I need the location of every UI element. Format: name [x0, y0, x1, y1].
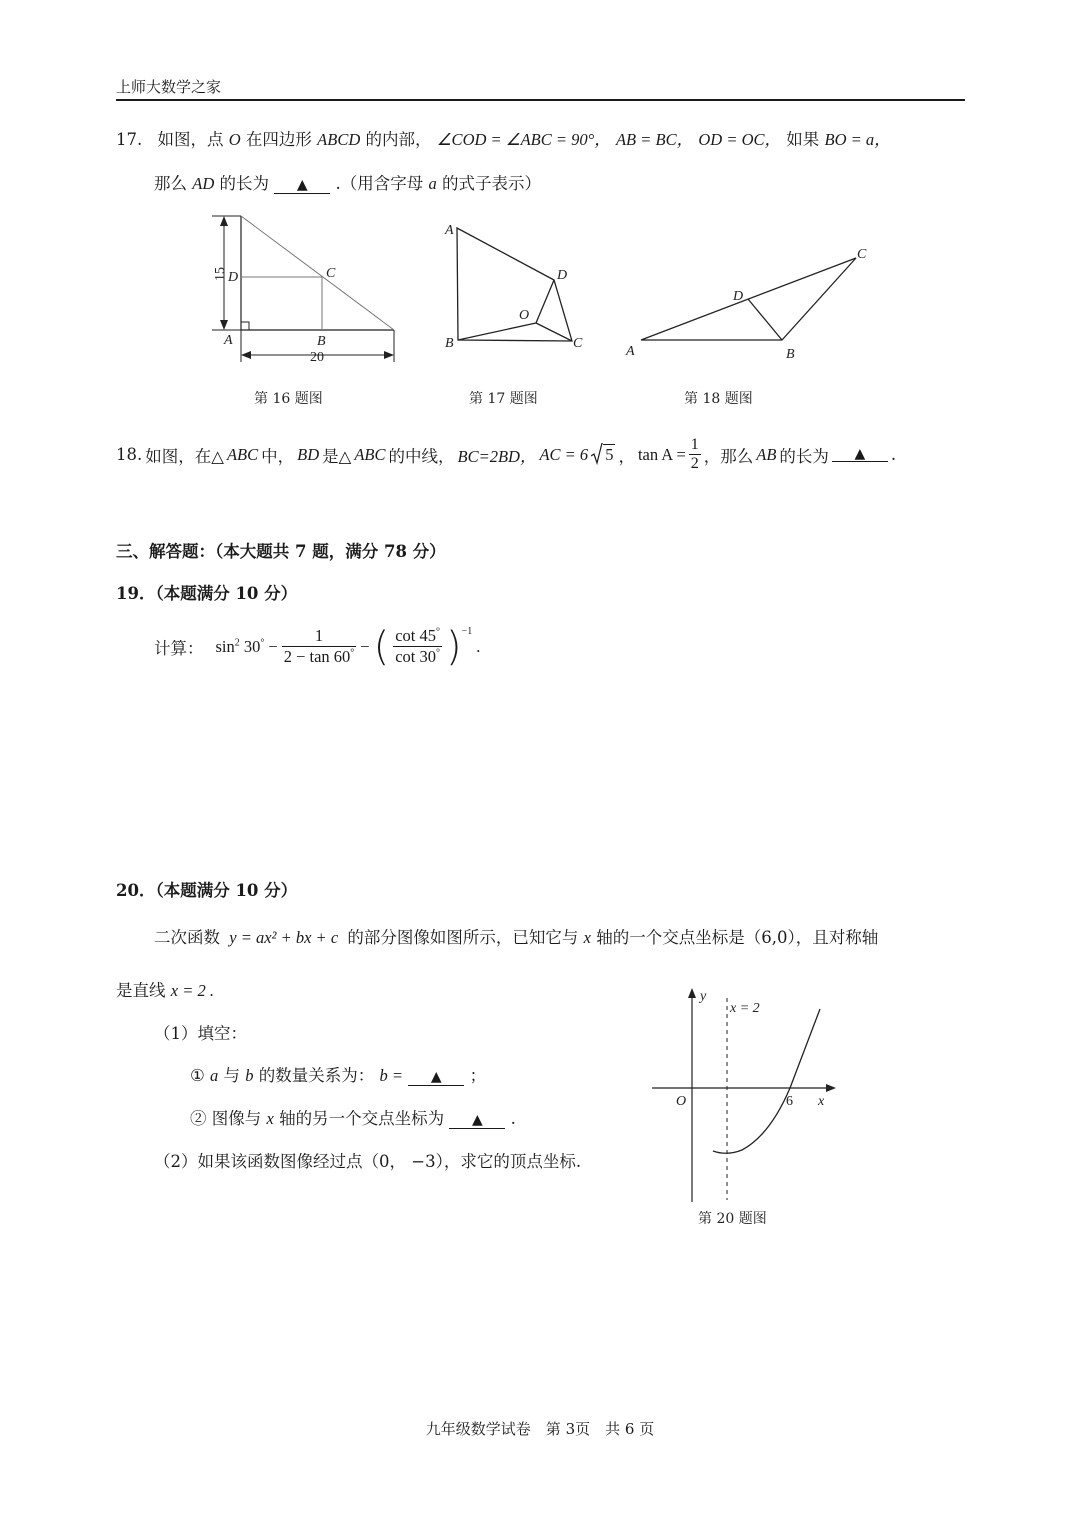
q19-deg: ° [436, 647, 441, 659]
fig17-od [536, 280, 554, 323]
q20-title: 20．（本题满分 10 分） [116, 881, 298, 900]
q20-text: ； [469, 1066, 487, 1085]
q19-label: 计算： [154, 638, 204, 658]
q19-term1 [216, 637, 265, 657]
header-rule [116, 99, 965, 101]
q19-fraction-1 [282, 626, 357, 667]
q20-axis-eq: x = 2 . [170, 981, 214, 1000]
fig16-label-b: B [317, 334, 326, 349]
q20-text: 是直线 [116, 981, 166, 1000]
q17-line2 [154, 170, 541, 194]
q17-text: .（用含字母 [335, 174, 424, 193]
page-header-title: 上师大数学之家 [116, 78, 222, 96]
q19-sin-exp: 2 [234, 637, 240, 648]
q19-frac1-num: 1 [282, 626, 357, 647]
q20-item2-answer-blank: ▲ [449, 1113, 505, 1129]
q17-text: 如果 [786, 130, 820, 149]
fig20-labels [676, 989, 825, 1109]
q17-answer-blank: ▲ [274, 178, 330, 194]
q18-condition-ac: AC = 6 [539, 444, 589, 464]
fig17-oc [536, 323, 572, 341]
q20-line2 [116, 977, 214, 1001]
q18-answer-blank: ▲ [832, 447, 888, 463]
figures-row [0, 200, 1080, 420]
q19-frac1-den-text: 2 − tan 60 [283, 647, 351, 666]
fig20-label-axis: x = 2 [730, 1001, 760, 1016]
q20-part1: （1）填空： [154, 1024, 247, 1043]
q18-text: 是△ [322, 446, 352, 466]
q18-frac-num: 1 [690, 436, 699, 453]
q19-deg: ° [350, 647, 355, 659]
q18-frac-den: 2 [690, 455, 699, 472]
q17-number: 17. [116, 130, 143, 149]
fig20-label-y: y [700, 989, 707, 1004]
q19-minus: − [268, 636, 278, 656]
q20-item2 [190, 1105, 516, 1129]
q18-var-bd: BD [297, 444, 320, 464]
fig20-caption: 第 20 题图 [698, 1211, 767, 1227]
q20-text: 与 [223, 1066, 241, 1085]
q17-condition: ∠COD = ∠ABC = 90°， [436, 130, 611, 149]
q17-condition: BO = a， [824, 130, 891, 149]
q20-text: 的部分图像如图所示，已知它与 [347, 928, 579, 947]
q18-number: 18. [116, 445, 143, 464]
figure-17-labels [444, 223, 583, 351]
figure-16 [212, 216, 394, 362]
fig16-label-width: 20 [310, 350, 324, 365]
q18-text: 的中线， [388, 446, 455, 466]
sqrt-sign-icon [591, 443, 603, 465]
fig16-arrow-down [220, 320, 228, 330]
fig16-hypotenuse [241, 216, 394, 330]
q19-sin: sin [215, 636, 235, 656]
q20-item2-num: ② [190, 1109, 207, 1128]
fig20-label-x: x [818, 1094, 825, 1109]
q17-condition: OD = OC， [698, 130, 781, 149]
q20-var-b: b [245, 1066, 254, 1085]
fig18-label-b: B [786, 347, 795, 362]
q20-text: 二次函数 [154, 928, 220, 947]
q19-frac1-den [282, 647, 357, 667]
q18-text: ， [618, 446, 635, 466]
q17-var-o: O [228, 130, 241, 149]
fig17-label-d: D [557, 268, 568, 283]
q19-frac2-den-text: cot 30 [395, 647, 437, 666]
fig18-label-d: D [733, 289, 744, 304]
fig18-bd [748, 299, 782, 340]
q17-text: 的长为 [219, 174, 269, 193]
q18-var-ab: AB [756, 444, 777, 464]
fig17-bo [458, 323, 536, 340]
fig17-caption: 第 17 题图 [469, 391, 538, 407]
fig20-parabola [713, 1009, 820, 1153]
q20-formula: y = ax² + bx + c [229, 928, 339, 947]
figure-18 [641, 258, 856, 340]
q19-minus: − [360, 636, 370, 656]
fig16-arrow-left [241, 351, 251, 359]
fig18-label-c: C [857, 247, 867, 262]
fig16-label-a: A [224, 333, 233, 348]
fig17-label-c: C [573, 336, 583, 351]
q20-text: 轴的一个交点坐标是（6,0），且对称轴 [596, 928, 879, 947]
q20-item1 [190, 1062, 486, 1086]
q17-condition: AB = BC， [615, 130, 694, 149]
section3-title: 三、解答题：（本大题共 7 题，满分 78 分） [116, 542, 446, 561]
fig16-label-c: C [326, 266, 336, 281]
q17-text: 的内部， [365, 130, 432, 149]
figure-18-labels [625, 247, 867, 362]
q20-text: . [510, 1109, 516, 1128]
q17-text: 那么 [154, 174, 187, 193]
q20-line1 [154, 924, 878, 948]
q20-var-x: x [583, 928, 591, 947]
q18-fraction [689, 436, 701, 473]
q18-tan: tan A = [637, 444, 686, 464]
page-footer: 九年级数学试卷 第 3页 共 6 页 [425, 1420, 655, 1438]
q17-text: 的式子表示） [442, 174, 541, 193]
fig16-arrow-up [220, 216, 228, 226]
fig18-label-a: A [626, 344, 635, 359]
q18-line [116, 436, 896, 473]
fig20-x-arrow [826, 1084, 836, 1092]
q18-sqrt [591, 445, 615, 465]
q20-text: 图像与 [211, 1109, 262, 1128]
q20-text: 的数量关系为： [258, 1066, 375, 1085]
q18-text: ，那么 [703, 446, 754, 466]
figure-20-graph [640, 980, 860, 1240]
fig17-label-o: O [519, 308, 530, 323]
q18-sqrt-value: 5 [605, 444, 614, 464]
q17-text: 在四边形 [245, 130, 312, 149]
q19-frac2-den [393, 647, 442, 667]
fig16-arrow-right [384, 351, 394, 359]
q18-text: 如图，在△ [145, 446, 224, 466]
fig17-label-b: B [445, 336, 454, 351]
fig20-y-arrow [688, 988, 696, 998]
q19-frac2-num [393, 626, 442, 647]
q18-var-abc: ABC [354, 444, 386, 464]
q17-line1 [116, 126, 891, 150]
q20-b-eq: b = [379, 1066, 404, 1085]
fig17-label-a: A [445, 223, 454, 238]
q17-var-abcd: ABCD [317, 130, 361, 149]
figure-17 [457, 228, 572, 341]
q19-paren-right: ) [446, 623, 462, 670]
q17-text: 如图，点 [157, 130, 224, 149]
q19-expression [154, 623, 481, 670]
fig17-quadrilateral [457, 228, 572, 341]
fig16-right-angle [241, 322, 249, 330]
figure-16-labels [213, 266, 336, 365]
fig20-label-six: 6 [786, 1094, 793, 1109]
q19-angle: 30 [243, 636, 261, 656]
fig16-label-d: D [228, 270, 239, 285]
q18-text: 中， [261, 446, 295, 466]
q17-var-a: a [428, 174, 437, 193]
q18-condition: BC=2BD， [457, 446, 537, 466]
q17-var-ad: AD [192, 174, 215, 193]
q18-var-abc: ABC [226, 444, 259, 464]
fig16-caption: 第 16 题图 [254, 391, 323, 407]
q19-frac2-num-text: cot 45 [395, 626, 437, 645]
q19-end: . [476, 636, 481, 656]
q20-text: 轴的另一个交点坐标为 [279, 1109, 445, 1128]
q20-var-x: x [266, 1109, 274, 1128]
q19-title: 19．（本题满分 10 分） [116, 584, 298, 603]
q19-deg: ° [260, 637, 265, 648]
q18-text: 的长为 [779, 446, 829, 466]
q19-fraction-2 [393, 626, 442, 667]
q20-part2: （2）如果该函数图像经过点（0， −3），求它的顶点坐标. [154, 1152, 582, 1171]
q18-text: . [890, 445, 897, 464]
q20-var-a: a [210, 1066, 219, 1085]
q19-deg: ° [436, 626, 441, 638]
q19-exponent: −1 [461, 626, 473, 637]
q20-item1-num: ① [190, 1066, 205, 1085]
q19-paren-left: ( [373, 623, 390, 670]
fig18-caption: 第 18 题图 [684, 391, 753, 407]
fig20-label-origin: O [676, 1094, 687, 1109]
fig16-label-height: 15 [213, 267, 228, 281]
q20-item1-answer-blank: ▲ [408, 1070, 464, 1086]
